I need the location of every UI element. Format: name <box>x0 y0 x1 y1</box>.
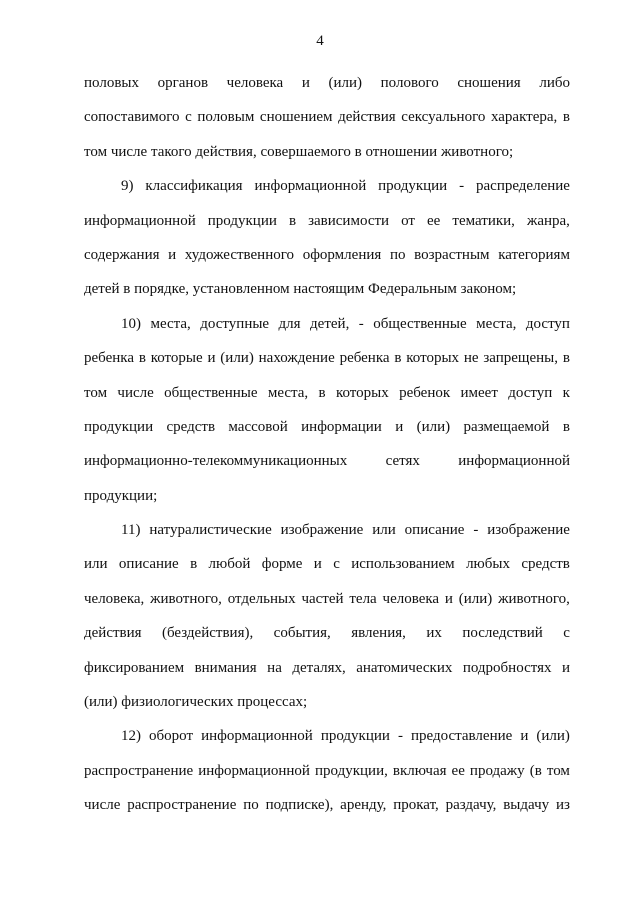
word: размещаемой <box>463 418 550 435</box>
word: информационной <box>201 728 313 745</box>
word: действия <box>84 625 142 642</box>
word: изображение <box>487 522 570 539</box>
word: совершаемого <box>260 143 355 160</box>
text-line <box>84 521 570 539</box>
word: деталях, <box>292 659 346 676</box>
word: человека <box>382 590 440 607</box>
word: и <box>561 659 570 676</box>
word: информационной <box>254 178 367 195</box>
word: в <box>562 109 570 126</box>
word: явления, <box>351 625 406 642</box>
word: - <box>473 522 479 539</box>
text-line <box>84 108 570 126</box>
word: предоставление <box>411 728 513 745</box>
word: зависимости <box>308 212 390 229</box>
word: животного, <box>150 590 222 607</box>
text-line <box>84 590 570 608</box>
word: для <box>278 315 301 332</box>
word: информационной <box>198 762 310 779</box>
text-line <box>84 796 570 814</box>
word: 9) <box>121 178 134 195</box>
word: - <box>459 178 465 195</box>
word: нахождение <box>258 350 335 367</box>
word: которых <box>406 350 460 367</box>
word: том <box>84 143 111 160</box>
word: их <box>426 625 442 642</box>
word: и <box>395 418 404 435</box>
word: ребенка <box>339 350 390 367</box>
word: человека <box>226 75 284 91</box>
word: тематики, <box>452 212 515 229</box>
word: внимания <box>194 659 257 676</box>
word: сношения <box>457 75 521 91</box>
word: в <box>138 350 146 367</box>
word: (или) <box>328 75 363 91</box>
word: либо <box>539 75 570 91</box>
word: которых <box>335 384 389 401</box>
word: сетях <box>385 453 420 470</box>
word: прокат, <box>393 797 439 814</box>
word: аренду, <box>340 797 387 814</box>
word: продукции <box>320 728 390 745</box>
text-line <box>84 418 570 436</box>
text-line <box>84 452 570 470</box>
word: половым <box>197 109 255 126</box>
word: половых <box>84 75 139 91</box>
word: животного; <box>440 143 514 160</box>
word: включая <box>392 762 447 779</box>
text-line <box>84 384 570 402</box>
word: жанра, <box>526 212 570 229</box>
word: продукции <box>207 212 277 229</box>
word: процессах; <box>237 694 308 711</box>
word: или <box>372 522 396 539</box>
word: в <box>562 350 570 367</box>
word: тела <box>349 590 377 607</box>
word: распределение <box>476 178 570 195</box>
word: сопоставимого <box>84 109 180 126</box>
word: частей <box>301 590 344 607</box>
word: средств <box>521 556 570 573</box>
word: продукции, <box>315 762 388 779</box>
text-line <box>84 693 570 711</box>
word: от <box>401 212 415 229</box>
text-line <box>84 280 570 298</box>
word: действия, <box>195 143 261 160</box>
word: сексуального <box>401 109 486 126</box>
word: события, <box>273 625 331 642</box>
word: с <box>185 109 192 126</box>
word: из <box>555 797 570 814</box>
word: массовой <box>228 418 288 435</box>
word: и <box>520 728 529 745</box>
word: отношении <box>365 143 441 160</box>
text-line <box>84 487 570 505</box>
text-line <box>84 624 570 642</box>
word: продукции <box>84 418 154 435</box>
word: отдельных <box>227 590 296 607</box>
word: или <box>84 556 108 573</box>
word: общественные <box>164 384 258 401</box>
word: доступ <box>508 384 553 401</box>
word: том <box>84 384 108 401</box>
word: места, <box>476 315 517 332</box>
word: 12) <box>121 728 141 745</box>
text-line <box>84 177 570 195</box>
word: распространение <box>127 797 237 814</box>
word: характера, <box>490 109 558 126</box>
word: информационно-телекоммуникационных <box>84 453 348 470</box>
word: к <box>562 384 570 401</box>
word: в <box>288 212 297 229</box>
word: подписке), <box>265 797 334 814</box>
word: запрещены, <box>483 350 558 367</box>
word: места, <box>267 384 309 401</box>
word: имеет <box>460 384 498 401</box>
word: ее <box>451 762 465 779</box>
word: общественные <box>373 315 467 332</box>
text-line <box>84 315 570 333</box>
word: в <box>190 556 198 573</box>
word: человека, <box>84 590 145 607</box>
word: (бездействия), <box>162 625 254 642</box>
word: использованием <box>351 556 455 573</box>
word: органов <box>157 75 209 91</box>
word: распространение <box>84 762 194 779</box>
word: порядке, <box>134 281 193 298</box>
word: и <box>444 590 453 607</box>
word: содержания <box>84 246 160 263</box>
word: доступ <box>525 315 570 332</box>
word: доступные <box>200 315 270 332</box>
word: с <box>333 556 340 573</box>
word: натуралистические <box>149 522 272 539</box>
word: такого <box>150 143 196 160</box>
word: выдачу <box>503 797 550 814</box>
word: и <box>207 350 216 367</box>
word: детей <box>84 281 124 298</box>
text-line <box>84 143 570 161</box>
word: фиксированием <box>84 659 185 676</box>
word: подробностях <box>462 659 552 676</box>
word: художественного <box>184 246 295 263</box>
word: (в <box>529 762 542 779</box>
word: в <box>394 350 402 367</box>
word: (или) <box>416 418 451 435</box>
word: числе <box>117 384 154 401</box>
word: анатомических <box>356 659 453 676</box>
word: (или) <box>220 350 254 367</box>
word: - <box>397 728 403 745</box>
word: в <box>318 384 326 401</box>
word: возрастным <box>414 246 490 263</box>
word: 10) <box>121 315 141 332</box>
word: информации <box>301 418 382 435</box>
word: (или) <box>458 590 493 607</box>
text-line <box>84 212 570 230</box>
text-line <box>84 246 570 264</box>
word: действия <box>338 109 396 126</box>
document-body-text <box>84 74 570 831</box>
word: сношением <box>259 109 333 126</box>
word: детей, <box>310 315 350 332</box>
word: законом; <box>460 281 517 298</box>
word: раздачу, <box>445 797 497 814</box>
word: оборот <box>149 728 194 745</box>
word: категориям <box>498 246 570 263</box>
word: в <box>562 418 570 435</box>
word: в <box>354 143 366 160</box>
word: ребенка <box>84 350 134 367</box>
word: информационной <box>458 453 570 470</box>
word: места, <box>150 315 191 332</box>
word: и <box>313 556 322 573</box>
word: последствий <box>462 625 543 642</box>
word: установленном <box>192 281 294 298</box>
word: Федеральным <box>368 281 461 298</box>
word: продукции <box>378 178 448 195</box>
word: оформления <box>302 246 382 263</box>
word: настоящим <box>293 281 369 298</box>
text-line <box>84 74 570 92</box>
word: и <box>168 246 177 263</box>
word: продажу <box>469 762 525 779</box>
word: ее <box>427 212 441 229</box>
word: и <box>301 75 310 91</box>
word: любой <box>208 556 251 573</box>
word: числе <box>110 143 151 160</box>
word: информационной <box>84 212 196 229</box>
word: описание <box>404 522 465 539</box>
word: (или) <box>536 728 570 745</box>
word: по <box>389 246 406 263</box>
word: физиологических <box>121 694 238 711</box>
word: том <box>546 762 570 779</box>
text-line <box>84 349 570 367</box>
word: продукции; <box>84 487 158 504</box>
text-line <box>84 555 570 573</box>
word: в <box>123 281 135 298</box>
word: описание <box>118 556 179 573</box>
word: на <box>267 659 282 676</box>
word: ребенок <box>399 384 451 401</box>
text-line <box>84 659 570 677</box>
word: любых <box>466 556 510 573</box>
word: средств <box>166 418 216 435</box>
word: не <box>463 350 479 367</box>
word: которые <box>150 350 203 367</box>
word: классификация <box>145 178 243 195</box>
word: - <box>358 315 364 332</box>
word: животного, <box>498 590 570 607</box>
text-line <box>84 727 570 745</box>
word: числе <box>84 797 121 814</box>
word: по <box>243 797 259 814</box>
word: форме <box>261 556 303 573</box>
word: (или) <box>84 694 122 711</box>
word: изображение <box>280 522 364 539</box>
word: с <box>563 625 570 642</box>
text-line <box>84 762 570 780</box>
word: полового <box>380 75 439 91</box>
word: 11) <box>121 522 141 539</box>
page-number: 4 <box>316 33 324 49</box>
